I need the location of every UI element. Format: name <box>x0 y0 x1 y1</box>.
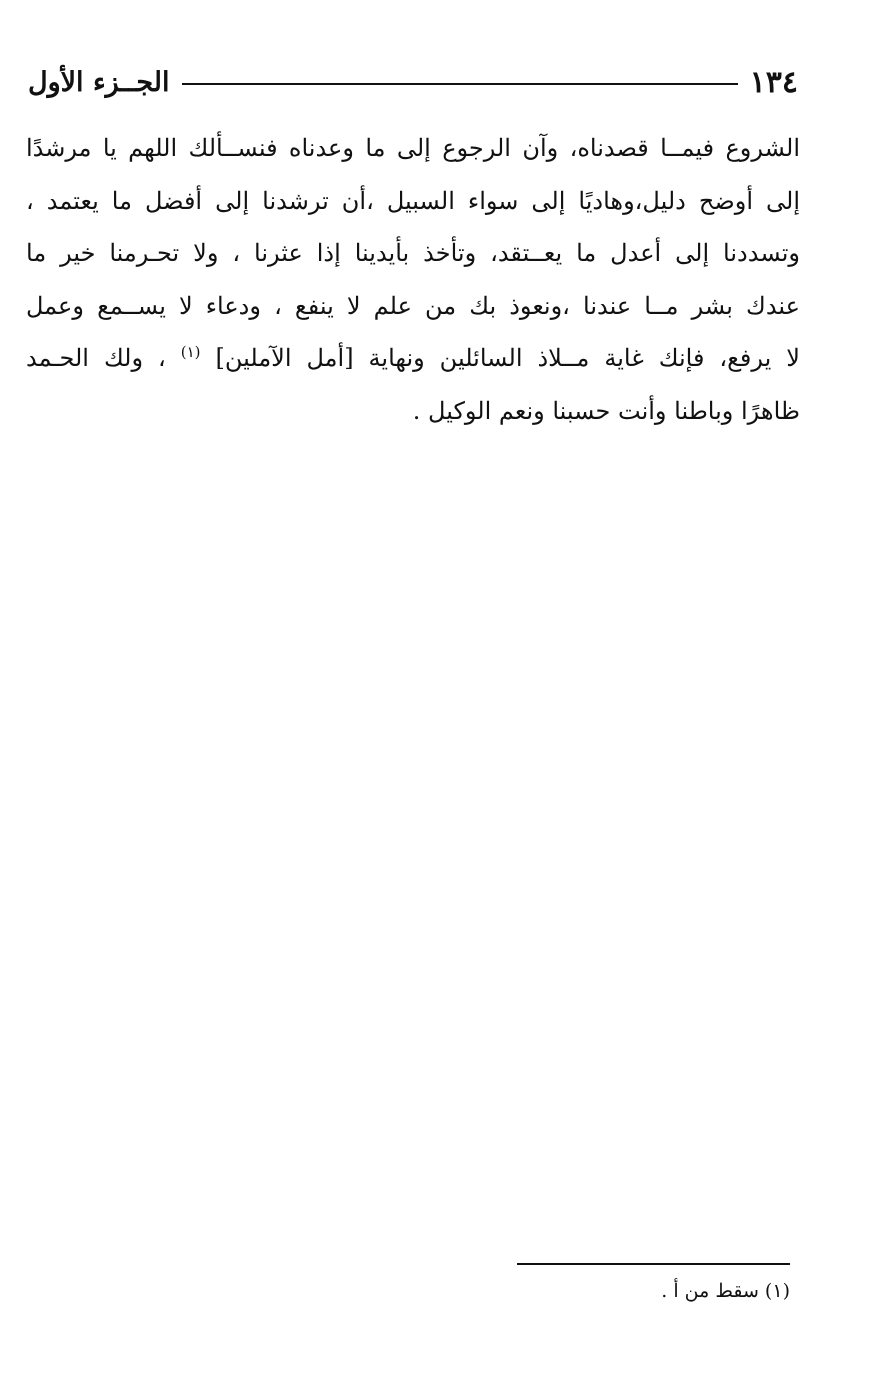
body-line-6: ظاهرًا وباطنا وأنت حسبنا ونعم الوكيل . <box>412 396 800 425</box>
body-line-5 <box>26 332 800 385</box>
footnote-reference: (١) <box>180 343 201 361</box>
body-text <box>26 122 800 437</box>
running-header <box>28 62 798 102</box>
body-line-5-tail: ، ولك الحـمد <box>26 344 166 372</box>
footnote: (١) سقط من أ . <box>661 1280 790 1302</box>
body-line-4: عندك بشر مــا عندنا ،ونعوذ بك من علم لا ينفع ، ودعاء لا يســمع وعمل <box>26 291 800 320</box>
header-rule <box>182 83 738 85</box>
page-number: ١٣٤ <box>749 64 798 100</box>
body-line-3: وتسددنا إلى أعدل ما يعــتقد، وتأخذ بأيدينا إذا عثرنا ، ولا تحـرمنا خير ما <box>26 239 800 267</box>
footnote-rule <box>517 1263 790 1265</box>
volume-title: الجــزء الأول <box>28 66 170 98</box>
body-line-5-text: لا يرفع، فإنك غاية مــلاذ السائلين ونهاية [أمل الآملين] <box>215 344 800 372</box>
body-line-2: إلى أوضح دليل،وهاديًا إلى سواء السبيل ،أن ترشدنا إلى أفضل ما يعتمد ، <box>26 186 800 215</box>
body-line-1: الشروع فيمــا قصدناه، وآن الرجوع إلى ما وعدناه فنســألك اللهم يا مرشدًا <box>26 134 800 162</box>
